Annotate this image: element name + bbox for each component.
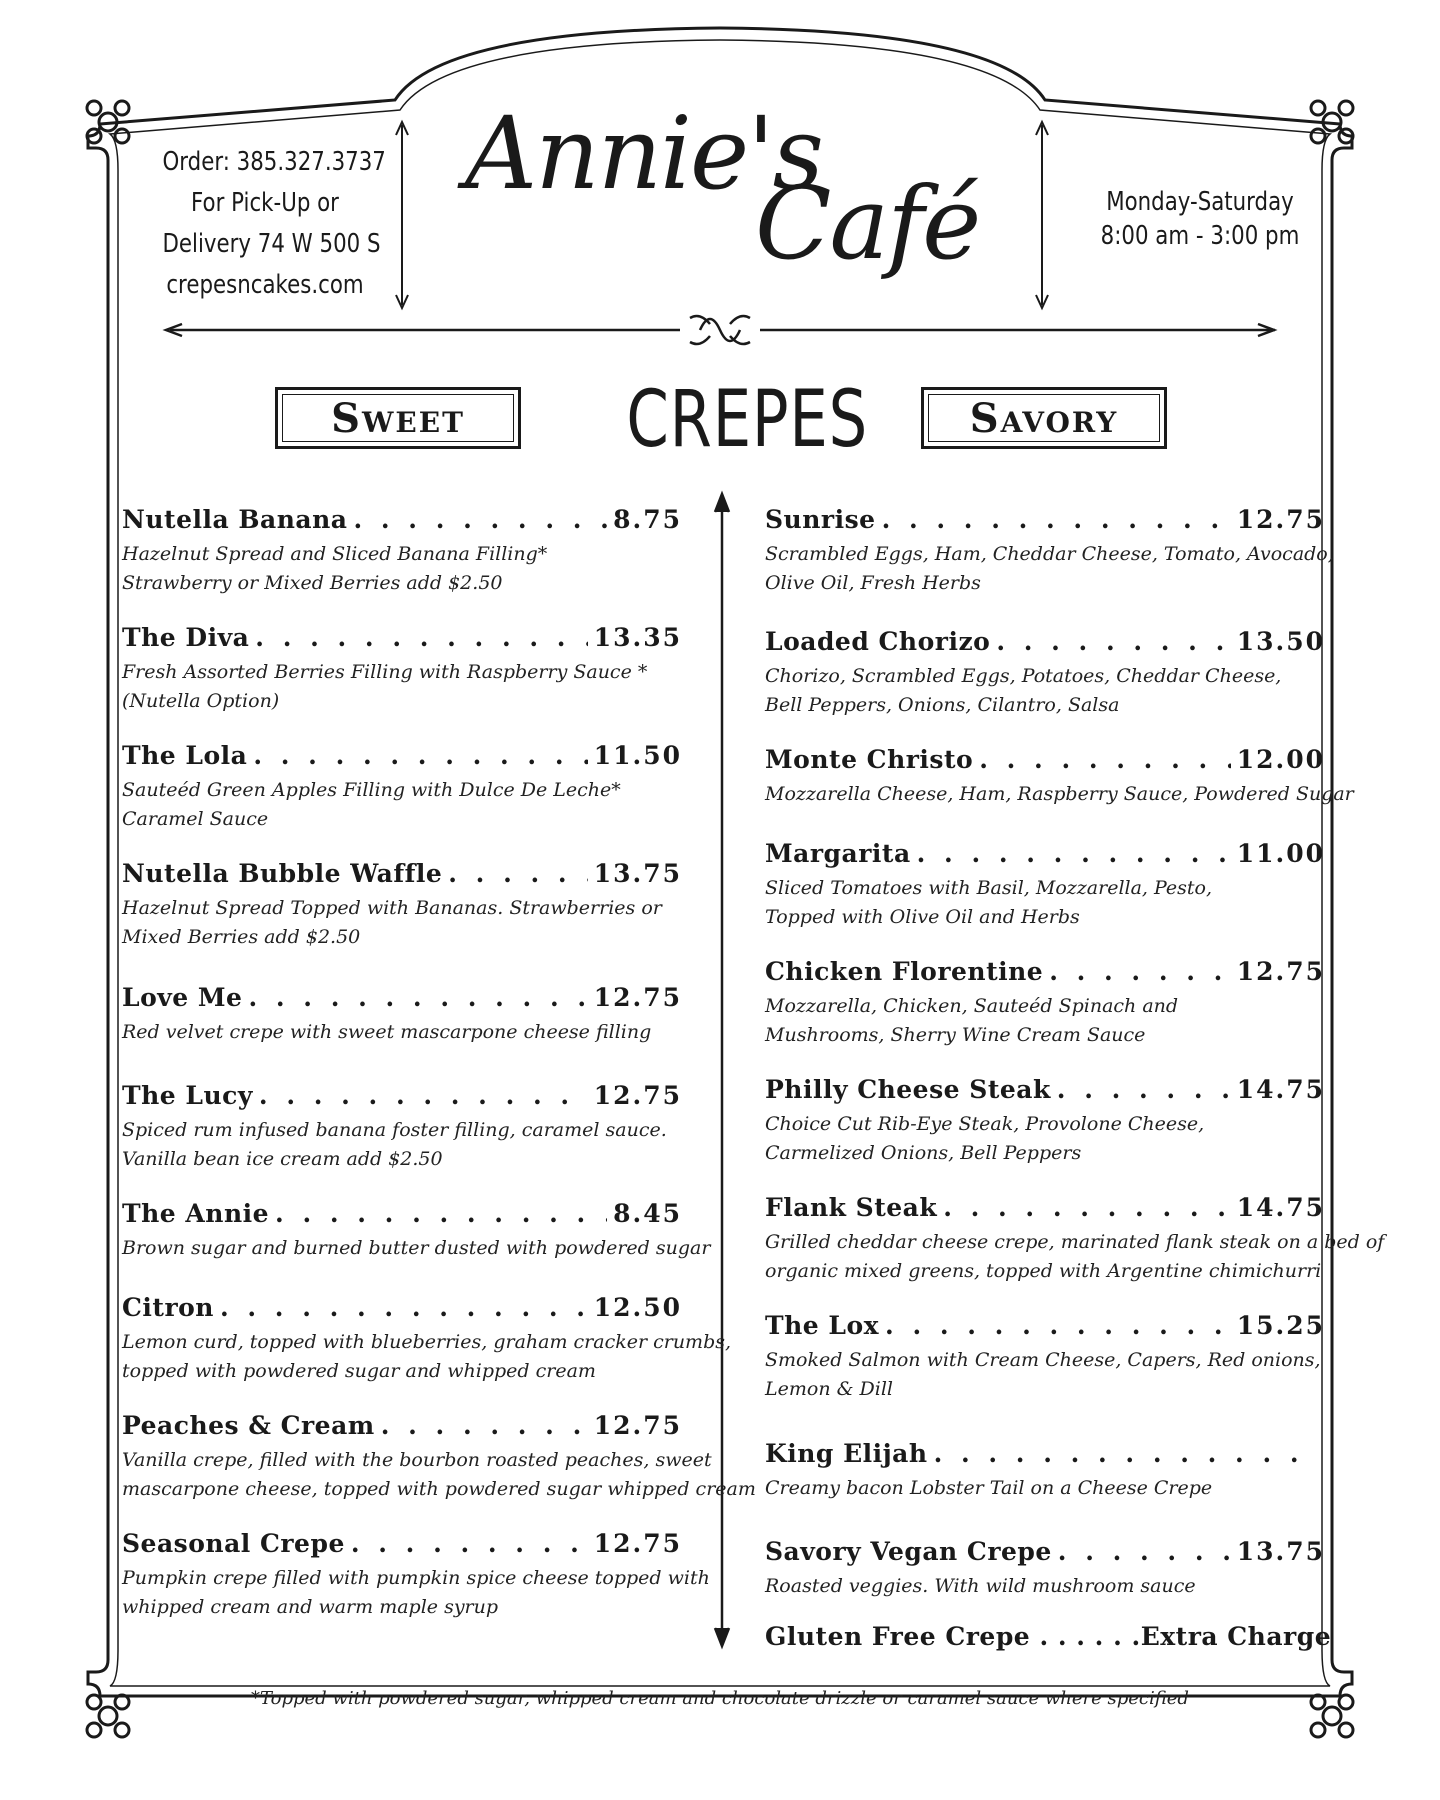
description-line: organic mixed greens, topped with Argentine chimichurri bbox=[765, 1260, 1322, 1282]
menu-item bbox=[765, 1193, 1385, 1286]
dot-leader bbox=[934, 1439, 1319, 1468]
menu-item-header bbox=[122, 623, 682, 652]
menu-item-description bbox=[765, 1346, 1325, 1404]
menu-item-price: 12.75 bbox=[593, 1529, 682, 1558]
description-line: Red velvet crepe with sweet mascarpone cheese filling bbox=[122, 1021, 652, 1043]
footnote: *Topped with powdered sugar, whipped cream and chocolate drizzle or caramel sauce where specified bbox=[251, 1688, 1189, 1709]
logo-annies: Annie's bbox=[465, 95, 822, 212]
dot-leader bbox=[381, 1411, 588, 1440]
menu-item-header bbox=[122, 1411, 682, 1440]
sweet-label-text: Sweet bbox=[331, 394, 465, 442]
menu-item-name: Seasonal Crepe bbox=[122, 1529, 345, 1558]
description-line: Brown sugar and burned butter dusted with powdered sugar bbox=[122, 1237, 711, 1259]
description-line: Scrambled Eggs, Ham, Cheddar Cheese, Tomato, Avocado, bbox=[765, 543, 1334, 565]
menu-item-name: The Lola bbox=[122, 741, 248, 770]
description-line: Lemon & Dill bbox=[765, 1378, 894, 1400]
menu-item-price: 12.50 bbox=[593, 1293, 682, 1322]
menu-item-description bbox=[765, 780, 1354, 809]
dot-leader bbox=[248, 983, 587, 1012]
menu-item bbox=[765, 1075, 1325, 1168]
menu-item-price: 13.75 bbox=[593, 859, 682, 888]
menu-item-price: 14.75 bbox=[1236, 1075, 1325, 1104]
menu-item-name: Loaded Chorizo bbox=[765, 627, 991, 656]
menu-item-description bbox=[122, 894, 682, 952]
menu-item-description bbox=[765, 1474, 1325, 1503]
menu-item-header bbox=[765, 1439, 1325, 1468]
menu-item bbox=[122, 1199, 711, 1263]
menu-item bbox=[122, 859, 682, 952]
menu-item-name: Savory Vegan Crepe bbox=[765, 1537, 1052, 1566]
menu-item-description bbox=[122, 658, 682, 716]
menu-item-header bbox=[765, 957, 1325, 986]
menu-item-header bbox=[765, 745, 1325, 774]
opening-hours bbox=[1093, 185, 1306, 253]
menu-item-description bbox=[765, 1110, 1325, 1168]
menu-item-description bbox=[765, 540, 1334, 598]
description-line: topped with powdered sugar and whipped cream bbox=[122, 1360, 596, 1382]
menu-item-header bbox=[122, 1199, 682, 1228]
menu-item-description bbox=[122, 1446, 756, 1504]
description-line: whipped cream and warm maple syrup bbox=[122, 1596, 499, 1618]
menu-item-price: 11.50 bbox=[593, 741, 682, 770]
dot-leader bbox=[979, 745, 1230, 774]
sweet-section-label bbox=[275, 387, 521, 449]
menu-item-name: Margarita bbox=[765, 839, 911, 868]
dot-leader bbox=[943, 1193, 1231, 1222]
menu-item-description bbox=[765, 1572, 1325, 1601]
order-phone: Order: 385.327.3737 bbox=[162, 147, 386, 177]
menu-item-header bbox=[122, 859, 682, 888]
menu-item-name: King Elijah bbox=[765, 1439, 928, 1468]
menu-item-name: Flank Steak bbox=[765, 1193, 938, 1222]
menu-item-price: 13.75 bbox=[1236, 1537, 1325, 1566]
description-line: Pumpkin crepe filled with pumpkin spice cheese topped with bbox=[122, 1567, 710, 1589]
menu-item-description bbox=[765, 1228, 1385, 1286]
dot-leader bbox=[885, 1311, 1231, 1340]
menu-item bbox=[122, 1411, 756, 1504]
dot-leader bbox=[917, 839, 1231, 868]
menu-item-header bbox=[765, 1193, 1325, 1222]
hours-days: Monday-Saturday bbox=[1106, 187, 1294, 217]
menu-item-description bbox=[765, 874, 1325, 932]
order-info bbox=[162, 142, 386, 306]
dot-leader bbox=[882, 505, 1231, 534]
dot-leader bbox=[1049, 957, 1231, 986]
dot-leader bbox=[1057, 1075, 1231, 1104]
description-line: Creamy bacon Lobster Tail on a Cheese Crepe bbox=[765, 1477, 1213, 1499]
description-line: Grilled cheddar cheese crepe, marinated flank steak on a bed of bbox=[765, 1231, 1385, 1253]
menu-item bbox=[765, 627, 1325, 720]
description-line: Choice Cut Rib-Eye Steak, Provolone Cheese, bbox=[765, 1113, 1205, 1135]
dot-leader bbox=[351, 1529, 588, 1558]
menu-item bbox=[765, 839, 1325, 932]
dot-leader bbox=[255, 623, 587, 652]
description-line: Vanilla bean ice cream add $2.50 bbox=[122, 1148, 443, 1170]
menu-item bbox=[765, 957, 1325, 1050]
menu-item-header bbox=[122, 1529, 682, 1558]
menu-item-price: 8.75 bbox=[613, 505, 682, 534]
menu-item-description bbox=[122, 1234, 711, 1263]
menu-item-name: Monte Christo bbox=[765, 745, 974, 774]
description-line: (Nutella Option) bbox=[122, 690, 280, 712]
menu-item bbox=[122, 983, 682, 1047]
menu-item-description bbox=[122, 540, 682, 598]
menu-item-name: Chicken Florentine bbox=[765, 957, 1044, 986]
order-pickup: For Pick-Up or bbox=[191, 188, 339, 218]
description-line: Bell Peppers, Onions, Cilantro, Salsa bbox=[765, 694, 1120, 716]
description-line: Mixed Berries add $2.50 bbox=[122, 926, 361, 948]
menu-item-name: Philly Cheese Steak bbox=[765, 1075, 1051, 1104]
menu-item-header bbox=[765, 839, 1325, 868]
description-line: Smoked Salmon with Cream Cheese, Capers, Red onions, bbox=[765, 1349, 1321, 1371]
menu-item-price: 12.75 bbox=[593, 1411, 682, 1440]
menu-item bbox=[122, 1081, 682, 1174]
menu-item-price: 15.25 bbox=[1236, 1311, 1325, 1340]
savory-section-label bbox=[921, 387, 1167, 449]
description-line: Hazelnut Spread Topped with Bananas. Strawberries or bbox=[122, 897, 662, 919]
menu-item-description bbox=[765, 992, 1325, 1050]
menu-item-price: 13.35 bbox=[593, 623, 682, 652]
menu-item-name: The Annie bbox=[122, 1199, 270, 1228]
description-line: Sliced Tomatoes with Basil, Mozzarella, Pesto, bbox=[765, 877, 1213, 899]
description-line: Carmelized Onions, Bell Peppers bbox=[765, 1142, 1082, 1164]
menu-item-header bbox=[765, 1075, 1325, 1104]
menu-item-price: 13.50 bbox=[1236, 627, 1325, 656]
gluten-free-price: Extra Charge bbox=[1140, 1622, 1332, 1651]
gluten-free-line bbox=[765, 1622, 1332, 1651]
dot-leader bbox=[353, 505, 607, 534]
menu-item-name: Peaches & Cream bbox=[122, 1411, 375, 1440]
description-line: Vanilla crepe, filled with the bourbon roasted peaches, sweet bbox=[122, 1449, 712, 1471]
menu-item-price: 14.75 bbox=[1236, 1193, 1325, 1222]
menu-item-header bbox=[765, 505, 1325, 534]
menu-item bbox=[765, 1537, 1325, 1601]
description-line: Lemon curd, topped with blueberries, graham cracker crumbs, bbox=[122, 1331, 732, 1353]
menu-item-name: Nutella Banana bbox=[122, 505, 348, 534]
description-line: Caramel Sauce bbox=[122, 808, 269, 830]
menu-item-name: Love Me bbox=[122, 983, 243, 1012]
description-line: Olive Oil, Fresh Herbs bbox=[765, 572, 981, 594]
description-line: Hazelnut Spread and Sliced Banana Filling* bbox=[122, 543, 548, 565]
dot-leader bbox=[996, 627, 1230, 656]
dot-leader bbox=[220, 1293, 588, 1322]
description-line: Spiced rum infused banana foster filling, caramel sauce. bbox=[122, 1119, 667, 1141]
menu-item bbox=[122, 1293, 732, 1386]
savory-label-text: Savory bbox=[969, 394, 1119, 442]
page-title: CREPES bbox=[626, 375, 869, 465]
description-line: Sauteéd Green Apples Filling with Dulce De Leche* bbox=[122, 779, 621, 801]
dot-leader bbox=[1058, 1537, 1231, 1566]
menu-item-price: 12.75 bbox=[1236, 957, 1325, 986]
menu-item-name: The Diva bbox=[122, 623, 250, 652]
menu-item bbox=[765, 505, 1334, 598]
menu-item-header bbox=[122, 505, 682, 534]
menu-item-price: 8.45 bbox=[613, 1199, 682, 1228]
menu-item-price: 11.00 bbox=[1236, 839, 1325, 868]
description-line: Roasted veggies. With wild mushroom sauce bbox=[765, 1575, 1196, 1597]
menu-item bbox=[765, 1311, 1325, 1404]
dot-leader bbox=[275, 1199, 607, 1228]
gluten-free-name: Gluten Free Crepe bbox=[765, 1622, 1031, 1651]
menu-item-name: The Lucy bbox=[122, 1081, 253, 1110]
description-line: Strawberry or Mixed Berries add $2.50 bbox=[122, 572, 503, 594]
menu-item-price: 12.75 bbox=[593, 1081, 682, 1110]
menu-item bbox=[765, 745, 1354, 809]
menu-item-price: 12.00 bbox=[1236, 745, 1325, 774]
menu-item bbox=[122, 623, 682, 716]
menu-item-price: 12.75 bbox=[593, 983, 682, 1012]
menu-item bbox=[765, 1439, 1325, 1503]
description-line: Mozzarella, Chicken, Sauteéd Spinach and bbox=[765, 995, 1179, 1017]
menu-item-name: Nutella Bubble Waffle bbox=[122, 859, 443, 888]
gluten-free-dots: . . . . . . bbox=[1039, 1622, 1141, 1651]
menu-item-description bbox=[122, 1018, 682, 1047]
menu-item-description bbox=[122, 1328, 732, 1386]
menu-item-description bbox=[122, 1116, 682, 1174]
order-address: Delivery 74 W 500 S bbox=[162, 229, 381, 259]
menu-item-description bbox=[122, 1564, 710, 1622]
menu-item-name: Sunrise bbox=[765, 505, 876, 534]
dot-leader bbox=[448, 859, 587, 888]
menu-item-name: Citron bbox=[122, 1293, 214, 1322]
description-line: Chorizo, Scrambled Eggs, Potatoes, Cheddar Cheese, bbox=[765, 665, 1282, 687]
menu-item bbox=[122, 505, 682, 598]
menu-item-name: The Lox bbox=[765, 1311, 880, 1340]
description-line: Mozzarella Cheese, Ham, Raspberry Sauce, Powdered Sugar bbox=[765, 783, 1354, 805]
menu-item-header bbox=[122, 741, 682, 770]
description-line: mascarpone cheese, topped with powdered sugar whipped cream bbox=[122, 1478, 756, 1500]
hours-times: 8:00 am - 3:00 pm bbox=[1100, 221, 1300, 251]
description-line: Mushrooms, Sherry Wine Cream Sauce bbox=[765, 1024, 1146, 1046]
dot-leader bbox=[259, 1081, 588, 1110]
menu-item-header bbox=[122, 1081, 682, 1110]
dot-leader bbox=[253, 741, 587, 770]
menu-item-price: 12.75 bbox=[1236, 505, 1325, 534]
menu-item-header bbox=[765, 1311, 1325, 1340]
logo-cafe: Café bbox=[755, 165, 980, 282]
menu-item-header bbox=[765, 627, 1325, 656]
menu-item-header bbox=[765, 1537, 1325, 1566]
cafe-logo bbox=[460, 95, 1020, 325]
menu-item-header bbox=[122, 983, 682, 1012]
description-line: Topped with Olive Oil and Herbs bbox=[765, 906, 1080, 928]
order-website: crepesncakes.com bbox=[166, 270, 364, 300]
menu-item-description bbox=[765, 662, 1325, 720]
menu-item-header bbox=[122, 1293, 682, 1322]
menu-item bbox=[122, 741, 682, 834]
menu-item-description bbox=[122, 776, 682, 834]
description-line: Fresh Assorted Berries Filling with Raspberry Sauce * bbox=[122, 661, 648, 683]
menu-item bbox=[122, 1529, 710, 1622]
